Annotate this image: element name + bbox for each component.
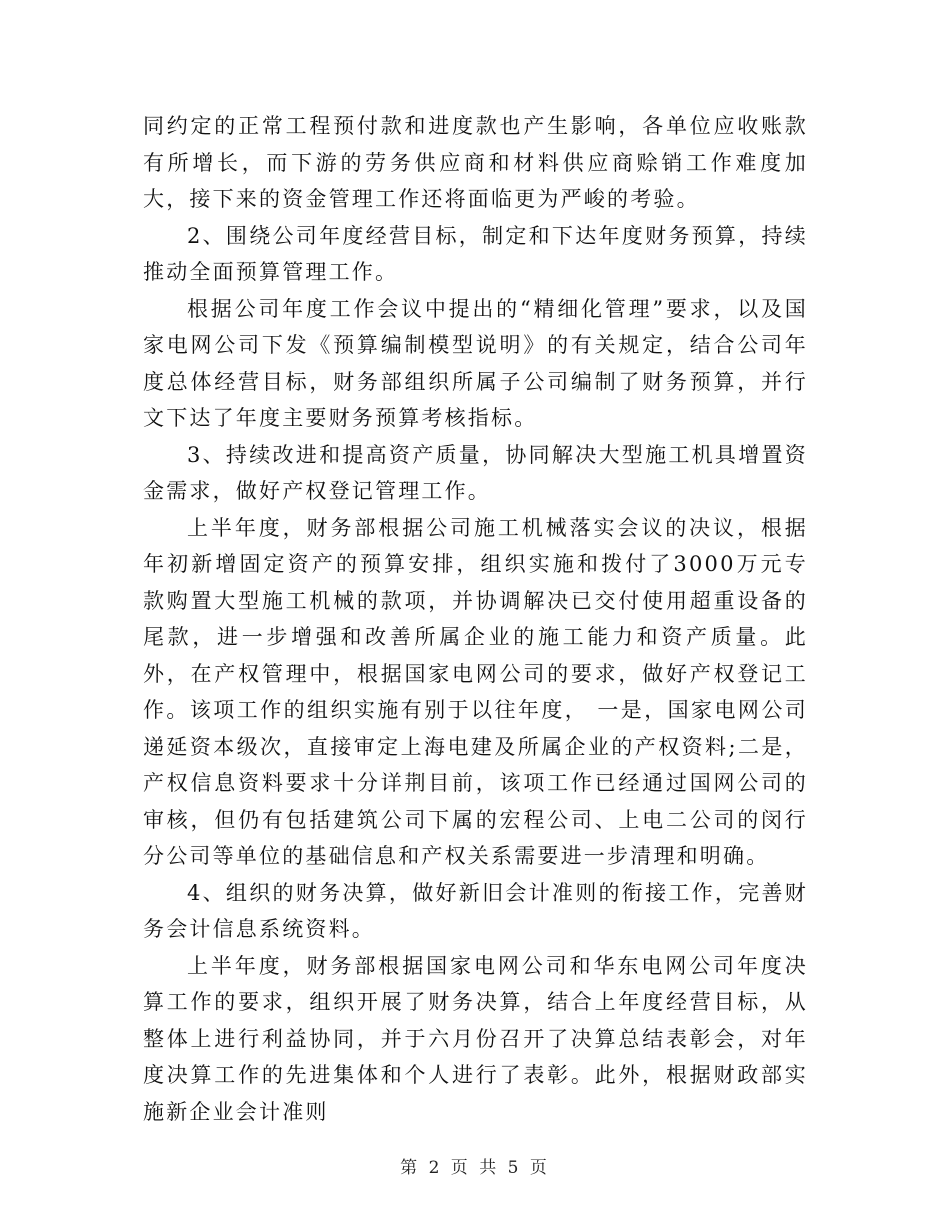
paragraph-final-accounts: 上半年度，财务部根据国家电网公司和华东电网公司年度决算工作的要求，组织开展了财务决算，结合上年度经营目标，从整体上进行利益协同，并于六月份召开了决算总结表彰会，对年度决算工作的先进集体和个人进行了表彰。此外，根据财政部实施新企业会计准则 — [143, 953, 808, 1124]
paragraph-heading-4: 4、组织的财务决算，做好新旧会计准则的衔接工作，完善财务会计信息系统资料。 — [143, 880, 808, 941]
paragraph-budget: 根据公司年度工作会议中提出的“精细化管理”要求，以及国家电网公司下发《预算编制模型说明》的有关规定，结合公司年度总体经营目标，财务部组织所属子公司编制了财务预算，并行文下达了年度主要财务预算考核指标。 — [143, 296, 808, 430]
paragraph-assets: 上半年度，财务部根据公司施工机械落实会议的决议，根据年初新增固定资产的预算安排，组织实施和拨付了3000万元专款购置大型施工机械的款项，并协调解决已交付使用超重设备的尾款，进一步增强和改善所属企业的施工能力和资产质量。此外，在产权管理中，根据国家电网公司的要求，做好产权登记工作。该项工作的组织实施有别于以往年度， 一是，国家电网公司递延资本级次，直接审定上海电建及所属企业的产权资料;二是，产权信息资料要求十分详荆目前，该项工作已经通过国网公司的审核，但仍有包括建筑公司下属的宏程公司、上电二公司的闵行分公司等单位的基础信息和产权关系需要进一步清理和明确。 — [143, 515, 808, 868]
document-body — [143, 108, 808, 1130]
page-number-footer: 第 2 页 共 5 页 — [400, 1158, 550, 1178]
paragraph-heading-3: 3、持续改进和提高资产质量，协同解决大型施工机具增置资金需求，做好产权登记管理工作。 — [143, 442, 808, 503]
paragraph-continuation: 同约定的正常工程预付款和进度款也产生影响，各单位应收账款有所增长，而下游的劳务供应商和材料供应商赊销工作难度加大，接下来的资金管理工作还将面临更为严峻的考验。 — [143, 114, 808, 211]
paragraph-heading-2: 2、围绕公司年度经营目标，制定和下达年度财务预算，持续推动全面预算管理工作。 — [143, 223, 808, 284]
